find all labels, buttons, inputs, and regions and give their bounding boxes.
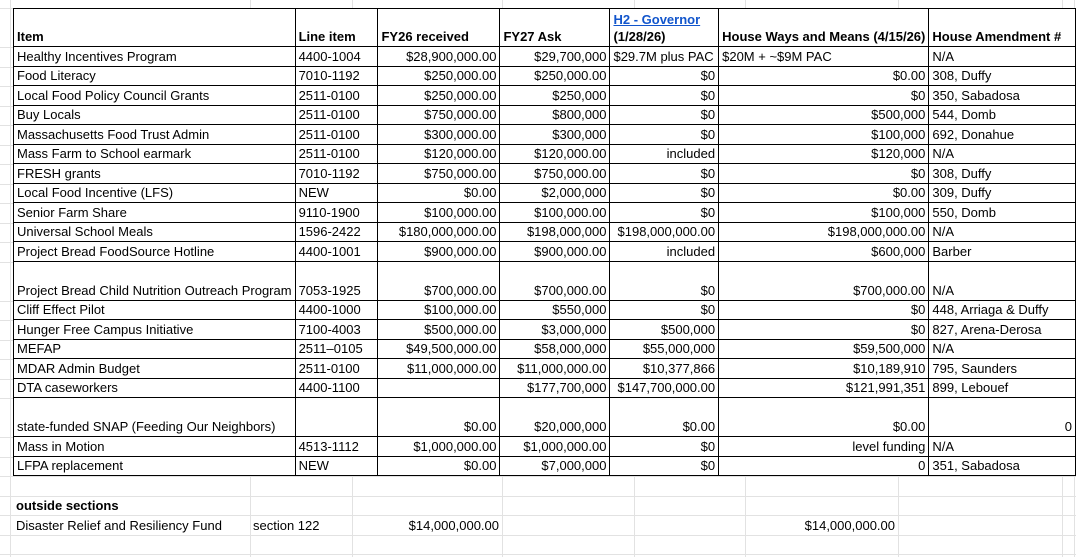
cell-amendment[interactable]: 308, Duffy (929, 67, 1076, 87)
table-row (14, 184, 1076, 204)
cell-line-item[interactable]: 2511-0100 (296, 86, 379, 106)
cell-line-item[interactable]: 4400-1000 (296, 301, 379, 321)
cell-h2[interactable]: $500,000 (610, 320, 719, 340)
cell-fy27[interactable]: $7,000,000 (500, 457, 610, 477)
cell-line-item[interactable]: 2511–0105 (296, 340, 379, 360)
cell-line-item[interactable]: 4400-1001 (296, 242, 379, 262)
cell-item[interactable]: LFPA replacement (14, 457, 296, 477)
cell-amendment[interactable]: 448, Arriaga & Duffy (929, 301, 1076, 321)
cell-line-item[interactable]: 2511-0100 (296, 145, 379, 165)
cell-amendment[interactable]: 795, Saunders (929, 359, 1076, 379)
cell-fy26[interactable]: $700,000.00 (378, 262, 500, 301)
cell-hwm[interactable]: $0 (719, 164, 929, 184)
col-header-fy26-received[interactable]: FY26 received (378, 9, 500, 47)
cell-amendment[interactable]: 0 (929, 398, 1076, 437)
cell-line-item[interactable]: 2511-0100 (296, 359, 379, 379)
cell-fy27[interactable]: $250,000.00 (500, 67, 610, 87)
cell-line-item[interactable]: 4400-1100 (296, 379, 379, 399)
cell-amendment[interactable]: 899, Lebouef (929, 379, 1076, 399)
cell-fy27[interactable]: $29,700,000 (500, 47, 610, 67)
table-row (14, 125, 1076, 145)
cell-amendment[interactable]: 309, Duffy (929, 184, 1076, 204)
cell-hwm[interactable]: $0.00 (719, 184, 929, 204)
table-row (14, 301, 1076, 321)
cell-hwm[interactable]: $0 (719, 320, 929, 340)
cell-amendment[interactable]: 827, Arena-Derosa (929, 320, 1076, 340)
cell-fy26[interactable]: $250,000.00 (378, 67, 500, 87)
cell-fy27[interactable]: $3,000,000 (500, 320, 610, 340)
cell-item[interactable]: Buy Locals (14, 106, 296, 126)
cell-h2[interactable]: $0.00 (610, 398, 719, 437)
cell-h2[interactable]: $55,000,000 (610, 340, 719, 360)
cell-fy26[interactable]: $300,000.00 (378, 125, 500, 145)
cell-line-item[interactable]: 4513-1112 (296, 437, 379, 457)
cell-fy26[interactable]: $900,000.00 (378, 242, 500, 262)
cell-fy27[interactable]: $750,000.00 (500, 164, 610, 184)
cell-line-item[interactable]: 9110-1900 (296, 203, 379, 223)
cell-fy27[interactable]: $100,000.00 (500, 203, 610, 223)
cell-hwm[interactable]: $0.00 (719, 398, 929, 437)
cell-hwm[interactable]: $0 (719, 301, 929, 321)
cell-amendment[interactable]: 350, Sabadosa (929, 86, 1076, 106)
cell-item[interactable]: Mass Farm to School earmark (14, 145, 296, 165)
table-row (14, 320, 1076, 340)
cell-fy26[interactable]: $0.00 (378, 398, 500, 437)
col-header-item[interactable]: Item (14, 9, 296, 47)
table-row (14, 457, 1076, 477)
cell-fy26[interactable]: $100,000.00 (378, 301, 500, 321)
table-row (14, 437, 1076, 457)
cell-hwm[interactable]: level funding (719, 437, 929, 457)
cell-fy26[interactable]: $28,900,000.00 (378, 47, 500, 67)
cell-hwm[interactable]: $120,000 (719, 145, 929, 165)
cell-item[interactable]: Massachusetts Food Trust Admin (14, 125, 296, 145)
cell-item[interactable]: Food Literacy (14, 67, 296, 87)
table-row (14, 223, 1076, 243)
table-row (14, 67, 1076, 87)
cell-amendment[interactable]: N/A (929, 437, 1076, 457)
cell-fy26[interactable]: $0.00 (378, 457, 500, 477)
disaster-hwm-cell[interactable]: $14,000,000.00 (804, 517, 895, 533)
cell-item[interactable]: Hunger Free Campus Initiative (14, 320, 296, 340)
table-row (14, 398, 1076, 437)
cell-fy26[interactable]: $500,000.00 (378, 320, 500, 340)
header-row (14, 9, 1076, 47)
table-row (14, 86, 1076, 106)
cell-fy27[interactable]: $300,000 (500, 125, 610, 145)
cell-line-item[interactable]: 7010-1192 (296, 164, 379, 184)
cell-fy27[interactable]: $2,000,000 (500, 184, 610, 204)
cell-fy26[interactable]: $49,500,000.00 (378, 340, 500, 360)
h2-governor-link[interactable]: H2 - Governor (613, 12, 701, 27)
cell-amendment[interactable]: 544, Domb (929, 106, 1076, 126)
cell-h2[interactable]: $29.7M plus PAC (610, 47, 719, 67)
cell-fy27[interactable]: $198,000,000 (500, 223, 610, 243)
cell-amendment[interactable]: 692, Donahue (929, 125, 1076, 145)
cell-h2[interactable]: included (610, 145, 719, 165)
disaster-item-cell[interactable]: Disaster Relief and Resiliency Fund (16, 517, 222, 533)
cell-fy26[interactable]: $100,000.00 (378, 203, 500, 223)
cell-amendment[interactable]: 351, Sabadosa (929, 457, 1076, 477)
cell-h2[interactable]: $0 (610, 184, 719, 204)
table-row (14, 164, 1076, 184)
cell-h2[interactable]: $0 (610, 262, 719, 301)
cell-fy26[interactable]: $1,000,000.00 (378, 437, 500, 457)
cell-h2[interactable]: $198,000,000.00 (610, 223, 719, 243)
cell-line-item[interactable]: 2511-0100 (296, 125, 379, 145)
cell-hwm[interactable]: $0.00 (719, 67, 929, 87)
cell-fy27[interactable]: $800,000 (500, 106, 610, 126)
col-header-house-amendment[interactable]: House Amendment # (929, 9, 1076, 47)
table-row (14, 106, 1076, 126)
table-row (14, 359, 1076, 379)
cell-fy27[interactable]: $58,000,000 (500, 340, 610, 360)
cell-h2[interactable]: $0 (610, 203, 719, 223)
table-row (14, 262, 1076, 301)
cell-line-item[interactable]: 7010-1192 (296, 67, 379, 87)
cell-h2[interactable]: $0 (610, 437, 719, 457)
cell-hwm[interactable]: $0 (719, 86, 929, 106)
table-row (14, 145, 1076, 165)
table-row (14, 242, 1076, 262)
table-row (14, 340, 1076, 360)
cell-line-item[interactable]: 1596-2422 (296, 223, 379, 243)
cell-fy26[interactable]: $750,000.00 (378, 106, 500, 126)
cell-line-item[interactable]: 2511-0100 (296, 106, 379, 126)
cell-fy27[interactable]: $11,000,000.00 (500, 359, 610, 379)
outside-sections-label[interactable]: outside sections (16, 498, 119, 513)
cell-line-item[interactable]: NEW (296, 457, 379, 477)
cell-h2[interactable]: $0 (610, 164, 719, 184)
cell-item[interactable]: Senior Farm Share (14, 203, 296, 223)
cell-hwm[interactable]: $700,000.00 (719, 262, 929, 301)
cell-h2[interactable]: $10,377,866 (610, 359, 719, 379)
table-row (14, 379, 1076, 399)
cell-item[interactable]: Local Food Incentive (LFS) (14, 184, 296, 204)
cell-fy26[interactable] (378, 379, 500, 399)
col-header-fy27-ask[interactable]: FY27 Ask (500, 9, 610, 47)
cell-amendment[interactable]: N/A (929, 145, 1076, 165)
cell-amendment[interactable]: N/A (929, 223, 1076, 243)
cell-line-item[interactable]: NEW (296, 184, 379, 204)
cell-fy27[interactable]: $177,700,000 (500, 379, 610, 399)
cell-fy27[interactable]: $120,000.00 (500, 145, 610, 165)
cell-h2[interactable]: $147,700,000.00 (610, 379, 719, 399)
col-header-house-ways-means[interactable]: House Ways and Means (4/15/26) (719, 9, 929, 47)
cell-line-item[interactable]: 7100-4003 (296, 320, 379, 340)
cell-fy27[interactable]: $700,000.00 (500, 262, 610, 301)
cell-fy26[interactable]: $11,000,000.00 (378, 359, 500, 379)
cell-item[interactable]: Project Bread Child Nutrition Outreach Program (14, 262, 296, 301)
cell-amendment[interactable]: N/A (929, 262, 1076, 301)
cell-amendment[interactable]: 308, Duffy (929, 164, 1076, 184)
cell-fy26[interactable]: $180,000,000.00 (378, 223, 500, 243)
cell-item[interactable]: state-funded SNAP (Feeding Our Neighbors) (14, 398, 296, 437)
cell-amendment[interactable]: 550, Domb (929, 203, 1076, 223)
disaster-line-item-cell[interactable]: section 122 (253, 517, 320, 533)
cell-fy27[interactable]: $20,000,000 (500, 398, 610, 437)
col-header-h2-governor[interactable] (610, 9, 719, 47)
cell-h2[interactable]: $0 (610, 301, 719, 321)
cell-h2[interactable]: $0 (610, 86, 719, 106)
cell-h2[interactable]: $0 (610, 106, 719, 126)
cell-item[interactable]: Project Bread FoodSource Hotline (14, 242, 296, 262)
cell-item[interactable]: MEFAP (14, 340, 296, 360)
cell-hwm[interactable]: $121,991,351 (719, 379, 929, 399)
cell-item[interactable]: Cliff Effect Pilot (14, 301, 296, 321)
budget-table (13, 8, 1076, 476)
cell-hwm[interactable]: 0 (719, 457, 929, 477)
cell-item[interactable]: Healthy Incentives Program (14, 47, 296, 67)
cell-item[interactable]: Local Food Policy Council Grants (14, 86, 296, 106)
cell-h2[interactable]: $0 (610, 457, 719, 477)
cell-line-item[interactable]: 7053-1925 (296, 262, 379, 301)
cell-hwm[interactable]: $100,000 (719, 203, 929, 223)
cell-fy27[interactable]: $1,000,000.00 (500, 437, 610, 457)
cell-item[interactable]: Mass in Motion (14, 437, 296, 457)
cell-fy26[interactable]: $120,000.00 (378, 145, 500, 165)
cell-h2[interactable]: $0 (610, 67, 719, 87)
table-row (14, 203, 1076, 223)
cell-hwm[interactable]: $10,189,910 (719, 359, 929, 379)
cell-line-item[interactable]: 4400-1004 (296, 47, 379, 67)
cell-h2[interactable]: $0 (610, 125, 719, 145)
cell-fy27[interactable]: $250,000 (500, 86, 610, 106)
cell-item[interactable]: Universal School Meals (14, 223, 296, 243)
cell-fy26[interactable]: $0.00 (378, 184, 500, 204)
cell-item[interactable]: MDAR Admin Budget (14, 359, 296, 379)
cell-h2[interactable]: included (610, 242, 719, 262)
table-row (14, 47, 1076, 67)
cell-fy26[interactable]: $750,000.00 (378, 164, 500, 184)
cell-hwm[interactable]: $500,000 (719, 106, 929, 126)
cell-amendment[interactable]: Barber (929, 242, 1076, 262)
cell-fy26[interactable]: $250,000.00 (378, 86, 500, 106)
h2-governor-date: (1/28/26) (613, 29, 666, 44)
cell-amendment[interactable]: N/A (929, 340, 1076, 360)
cell-hwm[interactable]: $198,000,000.00 (719, 223, 929, 243)
cell-fy27[interactable]: $550,000 (500, 301, 610, 321)
cell-hwm[interactable]: $59,500,000 (719, 340, 929, 360)
cell-hwm[interactable]: $600,000 (719, 242, 929, 262)
cell-line-item[interactable] (296, 398, 379, 437)
cell-fy27[interactable]: $900,000.00 (500, 242, 610, 262)
cell-hwm[interactable]: $100,000 (719, 125, 929, 145)
col-header-line-item[interactable]: Line item (296, 9, 379, 47)
cell-item[interactable]: DTA caseworkers (14, 379, 296, 399)
cell-hwm[interactable]: $20M + ~$9M PAC (719, 47, 929, 67)
cell-item[interactable]: FRESH grants (14, 164, 296, 184)
cell-amendment[interactable]: N/A (929, 47, 1076, 67)
disaster-fy26-cell[interactable]: $14,000,000.00 (408, 517, 499, 533)
